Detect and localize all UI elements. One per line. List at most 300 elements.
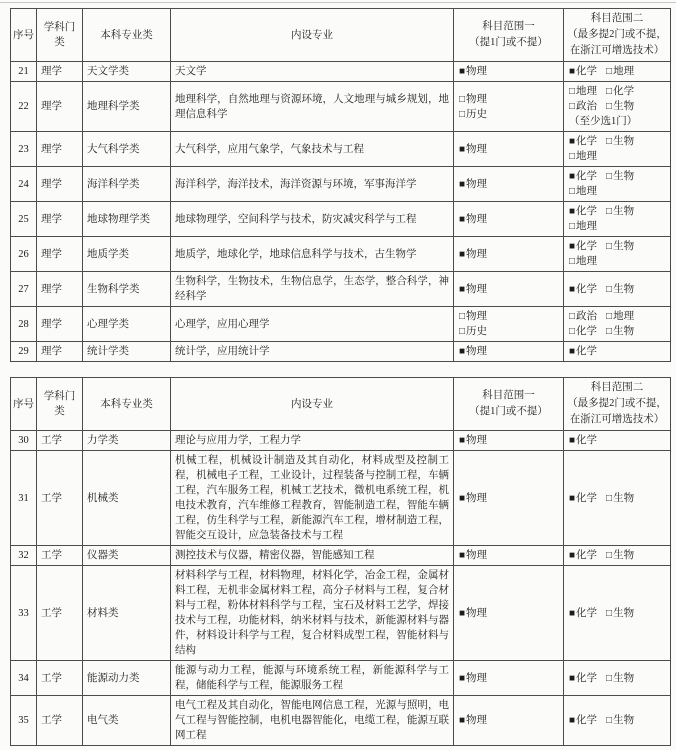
table-row: [11, 696, 671, 746]
subject-option-label: 化学: [576, 492, 598, 504]
subject-option-line: [459, 324, 560, 339]
checkbox-unchecked-icon: □: [606, 171, 613, 182]
checkbox-unchecked-icon: □: [606, 672, 613, 684]
header-range1-title: 科目范围一: [482, 390, 535, 401]
subject-option-label: 政治: [576, 311, 598, 322]
subject-option: [459, 179, 487, 190]
subject-option: [569, 608, 597, 619]
subject-option: [459, 94, 487, 105]
checkbox-checked-icon: ■: [459, 66, 466, 77]
checkbox-checked-icon: ■: [569, 492, 576, 504]
subject-option-line: [459, 713, 560, 728]
header-range2-title: 科目范围二: [590, 13, 644, 24]
subject-option-line: [459, 671, 560, 686]
checkbox-checked-icon: ■: [459, 143, 466, 155]
table-header-row: [11, 378, 671, 431]
subject-option-label: 物理: [466, 178, 488, 190]
cell-range2: [564, 307, 671, 342]
subject-option: [459, 249, 487, 260]
subject-option: [569, 171, 597, 182]
subject-option: [569, 715, 597, 726]
table-row: [11, 566, 671, 661]
cell-category: 理学: [37, 132, 83, 167]
checkbox-checked-icon: ■: [569, 206, 576, 217]
subject-option-line: [569, 606, 667, 621]
subject-option: [606, 673, 634, 684]
subject-option: [569, 346, 597, 357]
checkbox-unchecked-icon: □: [606, 492, 613, 504]
cell-range1: [454, 272, 564, 307]
option-note: [569, 116, 637, 127]
subject-option-line: [569, 219, 667, 234]
cell-major-class: 大气科学类: [83, 132, 171, 167]
checkbox-checked-icon: ■: [459, 346, 466, 357]
subject-option-line: [569, 64, 667, 79]
subject-option-label: 生物: [613, 607, 635, 619]
subject-option: [569, 673, 597, 684]
header-category: 学科门类: [37, 9, 83, 62]
cell-range2: [564, 237, 671, 272]
subject-option-label: 地理: [576, 151, 598, 162]
subject-option-label: 物理: [466, 715, 488, 726]
cell-range1: [454, 237, 564, 272]
checkbox-checked-icon: ■: [569, 136, 576, 147]
subject-option: [459, 109, 487, 120]
subject-option-label: 物理: [466, 346, 488, 357]
cell-range2: [564, 202, 671, 237]
subject-option: [459, 311, 487, 322]
cell-range2: [564, 62, 671, 82]
cell-range1: [454, 167, 564, 202]
subject-option-label: 物理: [466, 213, 488, 225]
cell-major-class: 心理学类: [83, 307, 171, 342]
cell-range1: [454, 431, 564, 451]
checkbox-unchecked-icon: □: [606, 101, 613, 112]
checkbox-unchecked-icon: □: [569, 326, 576, 337]
header-range2-title: 科目范围二: [590, 382, 644, 393]
subject-option-line: [569, 204, 667, 219]
subject-option: [569, 221, 597, 232]
subject-option-label: （至少选1门）: [569, 116, 638, 127]
table-row: [11, 82, 671, 132]
checkbox-checked-icon: ■: [459, 248, 466, 260]
subject-option: [569, 86, 597, 97]
cell-seq: 23: [11, 132, 37, 167]
header-category: 学科门类: [37, 378, 83, 431]
subject-option: [606, 550, 634, 561]
subject-option: [569, 206, 597, 217]
cell-category: 理学: [37, 62, 83, 82]
checkbox-unchecked-icon: □: [606, 283, 613, 295]
checkbox-checked-icon: ■: [569, 672, 576, 684]
checkbox-unchecked-icon: □: [569, 256, 576, 267]
checkbox-unchecked-icon: □: [606, 326, 613, 337]
subject-option: [569, 101, 597, 112]
cell-majors: 大气科学，应用气象学，气象技术与工程: [171, 132, 454, 167]
subject-option-label: 地理: [576, 86, 598, 97]
subject-option-label: 化学: [576, 283, 598, 295]
subject-option-line: [459, 107, 560, 122]
subject-option-label: 生物: [613, 326, 635, 337]
cell-major-class: 力学类: [83, 431, 171, 451]
cell-range1: [454, 546, 564, 566]
subject-option-line: [459, 247, 560, 262]
cell-range2: [564, 132, 671, 167]
table-row: [11, 307, 671, 342]
subject-option-line: [569, 134, 667, 149]
header-major-class: 本科专业类: [83, 9, 171, 62]
subject-option: [569, 326, 597, 337]
subject-option-label: 物理: [466, 93, 488, 105]
subject-option-line: [569, 99, 667, 114]
table-row: [11, 62, 671, 82]
subject-option-label: 生物: [613, 206, 635, 217]
header-range1-note: （提1门或不提）: [469, 406, 548, 417]
cell-range1: [454, 566, 564, 661]
subject-option-line: [569, 344, 667, 359]
subject-option-line: [459, 177, 560, 192]
checkbox-unchecked-icon: □: [606, 241, 613, 252]
cell-range1: [454, 696, 564, 746]
subject-option-label: 生物: [613, 241, 635, 252]
subject-option-line: [569, 324, 667, 339]
cell-range2: [564, 431, 671, 451]
cell-majors: 能源与动力工程，能源与环境系统工程，新能源科学与工程，储能科学与工程，能源服务工程: [171, 661, 454, 696]
header-range2: [564, 9, 671, 62]
header-range1-note: （提1门或不提）: [469, 37, 548, 48]
checkbox-checked-icon: ■: [569, 346, 576, 357]
cell-range2: [564, 661, 671, 696]
cell-seq: 31: [11, 451, 37, 546]
subject-option-line: [569, 671, 667, 686]
subject-option-label: 地理: [576, 256, 598, 267]
checkbox-unchecked-icon: □: [606, 715, 613, 726]
checkbox-unchecked-icon: □: [606, 136, 613, 147]
subject-option-label: 物理: [466, 248, 488, 260]
checkbox-checked-icon: ■: [569, 241, 576, 252]
cell-majors: 理论与应用力学，工程力学: [171, 431, 454, 451]
subject-option-line: [459, 309, 560, 324]
cell-seq: 34: [11, 661, 37, 696]
cell-range1: [454, 202, 564, 237]
subject-option-line: [569, 84, 667, 99]
subject-option: [459, 214, 487, 225]
checkbox-unchecked-icon: □: [606, 86, 613, 97]
subject-option: [569, 550, 597, 561]
subject-option-line: [569, 309, 667, 324]
subject-option: [569, 311, 597, 322]
subject-option-line: [569, 254, 667, 269]
table-row: [11, 431, 671, 451]
subject-option: [459, 346, 487, 357]
table-header-row: [11, 9, 671, 62]
subject-option-label: 生物: [613, 136, 635, 147]
cell-seq: 25: [11, 202, 37, 237]
subject-table-2: [10, 377, 671, 746]
cell-range2: [564, 451, 671, 546]
cell-majors: 统计学，应用统计学: [171, 342, 454, 362]
table-row: [11, 661, 671, 696]
subject-option-label: 物理: [466, 492, 488, 504]
subject-option: [459, 715, 487, 726]
cell-category: 工学: [37, 451, 83, 546]
cell-major-class: 海洋科学类: [83, 167, 171, 202]
cell-category: 工学: [37, 696, 83, 746]
cell-major-class: 仪器类: [83, 546, 171, 566]
header-range1: [454, 9, 564, 62]
subject-option-line: [569, 282, 667, 297]
subject-option-label: 物理: [466, 143, 488, 155]
checkbox-unchecked-icon: □: [569, 86, 576, 97]
subject-option-label: 生物: [613, 715, 635, 726]
subject-option-label: 化学: [576, 672, 598, 684]
subject-option-line: [569, 149, 667, 164]
cell-category: 工学: [37, 566, 83, 661]
subject-option-line: [459, 344, 560, 359]
cell-range2: [564, 546, 671, 566]
cell-seq: 26: [11, 237, 37, 272]
checkbox-checked-icon: ■: [459, 178, 466, 190]
checkbox-unchecked-icon: □: [606, 607, 613, 619]
subject-option-label: 地理: [576, 221, 598, 232]
subject-option: [569, 66, 597, 77]
cell-major-class: 统计学类: [83, 342, 171, 362]
subject-option-line: [569, 239, 667, 254]
cell-range2: [564, 272, 671, 307]
cell-category: 理学: [37, 202, 83, 237]
subject-option-line: [459, 212, 560, 227]
subject-option: [606, 101, 634, 112]
subject-option-label: 物理: [466, 311, 488, 322]
subject-option-label: 化学: [576, 241, 598, 252]
subject-option-label: 生物: [613, 550, 635, 561]
cell-seq: 29: [11, 342, 37, 362]
subject-option: [569, 284, 597, 295]
cell-major-class: 天文学类: [83, 62, 171, 82]
cell-seq: 21: [11, 62, 37, 82]
subject-option-label: 化学: [613, 86, 635, 97]
subject-option-label: 物理: [466, 550, 488, 561]
checkbox-unchecked-icon: □: [459, 108, 466, 120]
checkbox-checked-icon: ■: [459, 492, 466, 504]
subject-option-line: [459, 491, 560, 506]
cell-major-class: 地理科学类: [83, 82, 171, 132]
checkbox-unchecked-icon: □: [606, 550, 613, 561]
subject-option-label: 物理: [466, 607, 488, 619]
subject-option-label: 化学: [576, 550, 598, 561]
checkbox-unchecked-icon: □: [459, 311, 466, 322]
cell-seq: 22: [11, 82, 37, 132]
cell-major-class: 生物科学类: [83, 272, 171, 307]
checkbox-checked-icon: ■: [459, 213, 466, 225]
subject-option: [459, 493, 487, 504]
cell-category: 理学: [37, 82, 83, 132]
subject-option-line: [459, 64, 560, 79]
subject-option-label: 历史: [466, 326, 488, 337]
checkbox-unchecked-icon: □: [606, 206, 613, 217]
subject-option: [569, 241, 597, 252]
header-range2-note2: 在浙江可增选技术）: [569, 414, 665, 425]
table-row: [11, 451, 671, 546]
table-row: [11, 546, 671, 566]
cell-category: 理学: [37, 167, 83, 202]
subject-option-line: [569, 184, 667, 199]
cell-range2: [564, 342, 671, 362]
subject-option: [606, 715, 634, 726]
table-row: [11, 202, 671, 237]
checkbox-checked-icon: ■: [459, 435, 466, 446]
subject-option: [606, 206, 634, 217]
subject-option-line: [569, 548, 667, 563]
subject-option-label: 化学: [576, 206, 598, 217]
checkbox-checked-icon: ■: [569, 171, 576, 182]
subject-option-label: 化学: [576, 607, 598, 619]
checkbox-unchecked-icon: □: [569, 151, 576, 162]
checkbox-checked-icon: ■: [569, 283, 576, 295]
subject-option-label: 生物: [613, 492, 635, 504]
subject-option: [459, 608, 487, 619]
cell-range1: [454, 132, 564, 167]
subject-option: [606, 608, 634, 619]
cell-major-class: 地球物理学类: [83, 202, 171, 237]
cell-seq: 35: [11, 696, 37, 746]
subject-option-line: [569, 114, 667, 129]
subject-option: [459, 284, 487, 295]
checkbox-unchecked-icon: □: [569, 221, 576, 232]
checkbox-unchecked-icon: □: [569, 186, 576, 197]
cell-range1: [454, 62, 564, 82]
cell-range1: [454, 82, 564, 132]
subject-option-label: 生物: [613, 101, 635, 112]
table-row: [11, 132, 671, 167]
cell-major-class: 电气类: [83, 696, 171, 746]
checkbox-unchecked-icon: □: [606, 311, 613, 322]
checkbox-checked-icon: ■: [569, 66, 576, 77]
checkbox-checked-icon: ■: [569, 715, 576, 726]
cell-range2: [564, 82, 671, 132]
cell-seq: 24: [11, 167, 37, 202]
cell-majors: 地理科学，自然地理与资源环境，人文地理与城乡规划，地理信息科学: [171, 82, 454, 132]
cell-category: 工学: [37, 431, 83, 451]
cell-range2: [564, 566, 671, 661]
checkbox-unchecked-icon: □: [459, 93, 466, 105]
cell-category: 工学: [37, 546, 83, 566]
header-range2-note1: （最多提2门或不提，: [567, 398, 667, 409]
cell-range2: [564, 167, 671, 202]
cell-seq: 33: [11, 566, 37, 661]
subject-option-label: 生物: [613, 283, 635, 295]
subject-option: [606, 66, 634, 77]
subject-option: [569, 435, 597, 446]
cell-seq: 27: [11, 272, 37, 307]
subject-option-label: 化学: [576, 346, 598, 357]
subject-option-label: 生物: [613, 171, 635, 182]
cell-majors: 电气工程及其自动化，智能电网信息工程，光源与照明，电气工程与智能控制，电机电器智能化，电缆工程，能源互联网工程: [171, 696, 454, 746]
checkbox-checked-icon: ■: [569, 607, 576, 619]
subject-option: [569, 186, 597, 197]
subject-option: [569, 256, 597, 267]
table-row: [11, 237, 671, 272]
cell-range1: [454, 307, 564, 342]
subject-table-1: [10, 8, 671, 362]
cell-seq: 32: [11, 546, 37, 566]
subject-option-line: [459, 142, 560, 157]
subject-option: [569, 493, 597, 504]
table-row: [11, 167, 671, 202]
subject-option-label: 化学: [576, 435, 598, 446]
subject-option: [606, 326, 634, 337]
header-range2: [564, 378, 671, 431]
checkbox-checked-icon: ■: [569, 550, 576, 561]
cell-major-class: 机械类: [83, 451, 171, 546]
subject-option-label: 物理: [466, 66, 488, 77]
cell-category: 理学: [37, 272, 83, 307]
checkbox-checked-icon: ■: [459, 672, 466, 684]
subject-option: [569, 136, 597, 147]
subject-option-label: 物理: [466, 283, 488, 295]
header-majors: 内设专业: [171, 9, 454, 62]
subject-option: [606, 136, 634, 147]
cell-majors: 心理学，应用心理学: [171, 307, 454, 342]
subject-option: [459, 673, 487, 684]
cell-majors: 地质学，地球化学，地球信息科学与技术，古生物学: [171, 237, 454, 272]
cell-seq: 30: [11, 431, 37, 451]
cell-major-class: 材料类: [83, 566, 171, 661]
subject-option-line: [459, 548, 560, 563]
subject-option-line: [459, 433, 560, 448]
cell-majors: 地球物理学，空间科学与技术，防灾减灾科学与工程: [171, 202, 454, 237]
header-range1: [454, 378, 564, 431]
cell-range1: [454, 661, 564, 696]
subject-option-label: 政治: [576, 101, 598, 112]
subject-option-line: [459, 92, 560, 107]
header-range2-note1: （最多提2门或不提，: [567, 29, 667, 40]
checkbox-unchecked-icon: □: [606, 66, 613, 77]
cell-majors: 测控技术与仪器，精密仪器，智能感知工程: [171, 546, 454, 566]
subject-option: [606, 311, 634, 322]
subject-option: [569, 151, 597, 162]
checkbox-unchecked-icon: □: [569, 101, 576, 112]
subject-option-label: 化学: [576, 66, 598, 77]
subject-option-label: 物理: [466, 435, 488, 446]
subject-option-label: 物理: [466, 672, 488, 684]
subject-option-label: 地理: [576, 186, 598, 197]
header-seq: 序号: [11, 378, 37, 431]
subject-option-label: 化学: [576, 326, 598, 337]
cell-major-class: 能源动力类: [83, 661, 171, 696]
cell-majors: 材料科学与工程，材料物理，材料化学，冶金工程，金属材料工程，无机非金属材料工程，高分子材料与工程，复合材料与工程，粉体材料科学与工程，宝石及材料工艺学，焊接技术与工程，功能材料，纳米材料与技术，新能源材料与器件，材料设计科学与工程，复合材料成型工程，智能材料与结构: [171, 566, 454, 661]
cell-category: 理学: [37, 342, 83, 362]
subject-option-label: 生物: [613, 672, 635, 684]
checkbox-checked-icon: ■: [459, 715, 466, 726]
subject-option: [459, 326, 487, 337]
cell-category: 理学: [37, 237, 83, 272]
cell-majors: 机械工程，机械设计制造及其自动化，材料成型及控制工程，机械电子工程，工业设计，过程装备与控制工程，车辆工程，汽车服务工程，机械工艺技术，微机电系统工程，机电技术教育，汽车维修工程教育，智能制造工程，智能车辆工程，仿生科学与工程，新能源汽车工程，增材制造工程，智能交互设计，应急装备技术与工程: [171, 451, 454, 546]
subject-option-line: [459, 282, 560, 297]
subject-option-line: [569, 713, 667, 728]
cell-majors: 海洋科学，海洋技术，海洋资源与环境，军事海洋学: [171, 167, 454, 202]
checkbox-checked-icon: ■: [459, 607, 466, 619]
header-range1-title: 科目范围一: [482, 21, 535, 32]
subject-option: [606, 493, 634, 504]
subject-option: [606, 171, 634, 182]
table-row: [11, 272, 671, 307]
header-range2-note2: 在浙江可增选技术）: [569, 45, 665, 56]
cell-majors: 生物科学，生物技术，生物信息学，生态学，整合科学，神经科学: [171, 272, 454, 307]
checkbox-unchecked-icon: □: [459, 326, 466, 337]
subject-option-label: 化学: [576, 171, 598, 182]
header-major-class: 本科专业类: [83, 378, 171, 431]
